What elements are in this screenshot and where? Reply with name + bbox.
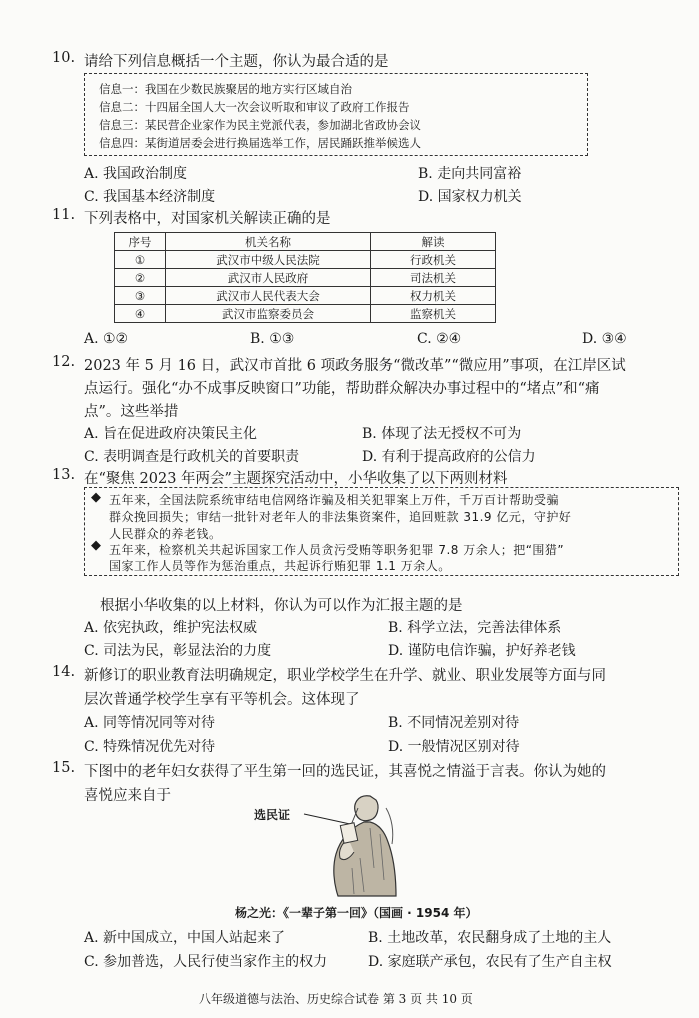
table-cell: 武汉市中级人民法院 — [166, 251, 371, 269]
q12-stem-line-2: 点运行。强化“办不成事反映窗口”功能，帮助群众解决办事过程中的“堵点”和“痛 — [84, 381, 600, 397]
q14-option-a: A. 同等情况同等对待 — [84, 715, 216, 731]
q11-option-c: C. ②④ — [417, 331, 462, 347]
table-cell: ③ — [115, 287, 166, 305]
q11-option-b: B. ①③ — [250, 331, 295, 347]
table-header-cell: 解读 — [371, 233, 496, 251]
q10-number: 10. — [52, 50, 76, 66]
table-cell: ② — [115, 269, 166, 287]
figure-caption: 杨之光：《一辈子第一回》（国画 · 1954 年） — [235, 906, 478, 920]
q14-stem-line-1: 新修订的职业教育法明确规定，职业学校学生在升学、就业、职业发展等方面与同 — [84, 668, 606, 684]
table-header-row — [115, 233, 496, 251]
q10-info-4: 信息四：某街道居委会进行换届选举工作，居民踊跃推举候选人 — [99, 136, 421, 150]
table-cell: 监察机关 — [371, 305, 496, 323]
diamond-bullet-icon: ◆ — [91, 538, 101, 553]
q15-option-d: D. 家庭联产承包，农民有了生产自主权 — [368, 954, 612, 970]
table-row — [115, 269, 496, 287]
q10-option-c: C. 我国基本经济制度 — [84, 189, 216, 205]
q15-option-a: A. 新中国成立，中国人站起来了 — [84, 930, 286, 946]
q15-number: 15. — [52, 760, 76, 776]
q13-material2-line-2: 国家工作人员等作为惩治重点，共起诉行贿犯罪 1.1 万余人。 — [109, 559, 451, 573]
q13-option-d: D. 谨防电信诈骗，护好养老钱 — [388, 643, 576, 659]
q11-table — [114, 232, 496, 323]
table-cell: 武汉市人民政府 — [166, 269, 371, 287]
q10-option-b: B. 走向共同富裕 — [418, 166, 522, 182]
q13-option-a: A. 依宪执政，维护宪法权威 — [84, 620, 258, 636]
q11-option-d: D. ③④ — [582, 331, 627, 347]
table-cell: 武汉市人民代表大会 — [166, 287, 371, 305]
q13-material1-line-1: 五年来，全国法院系统审结电信网络诈骗及相关犯罪案上万件，千万百计帮助受骗 — [109, 493, 560, 507]
q14-option-b: B. 不同情况差别对待 — [388, 715, 520, 731]
q14-number: 14. — [52, 664, 76, 680]
q13-material1-line-3: 人民群众的养老钱。 — [109, 527, 222, 541]
diamond-bullet-icon: ◆ — [91, 490, 101, 505]
q14-option-d: D. 一般情况区别对待 — [388, 739, 520, 755]
q12-number: 12. — [52, 354, 76, 370]
table-row — [115, 251, 496, 269]
page-footer: 八年级道德与法治、历史综合试卷 第 3 页 共 10 页 — [199, 992, 473, 1006]
q10-info-2: 信息二：十四届全国人大一次会议听取和审议了政府工作报告 — [99, 100, 410, 114]
q13-option-c: C. 司法为民，彰显法治的力度 — [84, 643, 272, 659]
q11-number: 11. — [52, 207, 76, 223]
q10-info-1: 信息一：我国在少数民族聚居的地方实行区域自治 — [99, 82, 352, 96]
table-cell: 武汉市监察委员会 — [166, 305, 371, 323]
q11-option-a: A. ①② — [84, 331, 129, 347]
q14-option-c: C. 特殊情况优先对待 — [84, 739, 216, 755]
q13-stem: 在“聚焦 2023 年两会”主题探究活动中，小华收集了以下两则材料 — [84, 471, 508, 487]
q15-option-b: B. 土地改革，农民翻身成了土地的主人 — [368, 930, 612, 946]
table-header-cell: 机关名称 — [166, 233, 371, 251]
q13-follow: 根据小华收集的以上材料，你认为可以作为汇报主题的是 — [100, 598, 463, 614]
q10-info-3: 信息三：某民营企业家作为民主党派代表，参加湖北省政协会议 — [99, 118, 421, 132]
q15-stem-line-2: 喜悦应来自于 — [84, 788, 171, 804]
q14-stem-line-2: 层次普通学校学生享有平等机会。这体现了 — [84, 692, 360, 708]
q10-info-box — [84, 73, 588, 156]
table-cell: 司法机关 — [371, 269, 496, 287]
q13-number: 13. — [52, 467, 76, 483]
q13-material2-line-1: 五年来，检察机关共起诉国家工作人员贪污受贿等职务犯罪 7.8 万余人；把“围猎” — [109, 543, 565, 557]
q15-stem-line-1: 下图中的老年妇女获得了平生第一回的选民证，其喜悦之情溢于言表。你认为她的 — [84, 764, 606, 780]
q10-option-d: D. 国家权力机关 — [418, 189, 522, 205]
q12-option-d: D. 有利于提高政府的公信力 — [362, 449, 536, 465]
table-cell: 行政机关 — [371, 251, 496, 269]
q12-stem-line-1: 2023 年 5 月 16 日，武汉市首批 6 项政务服务“微改革”“微应用”事项，在江岸区试 — [84, 358, 626, 374]
q11-stem: 下列表格中，对国家机关解读正确的是 — [84, 211, 331, 227]
q13-option-b: B. 科学立法，完善法律体系 — [388, 620, 562, 636]
q10-stem: 请给下列信息概括一个主题，你认为最合适的是 — [84, 54, 389, 70]
figure-label: 选民证 — [254, 808, 291, 822]
table-row — [115, 305, 496, 323]
q12-option-a: A. 旨在促进政府决策民主化 — [84, 426, 258, 442]
painting-figure — [300, 788, 410, 900]
q12-option-b: B. 体现了法无授权不可为 — [362, 426, 522, 442]
q13-material-box — [84, 487, 679, 576]
q15-option-c: C. 参加普选，人民行使当家作主的权力 — [84, 954, 328, 970]
table-cell: ① — [115, 251, 166, 269]
table-cell: 权力机关 — [371, 287, 496, 305]
q10-option-a: A. 我国政治制度 — [84, 166, 188, 182]
table-cell: ④ — [115, 305, 166, 323]
q12-option-c: C. 表明调查是行政机关的首要职责 — [84, 449, 300, 465]
table-row — [115, 287, 496, 305]
table-header-cell: 序号 — [115, 233, 166, 251]
q12-stem-line-3: 点”。这些举措 — [84, 404, 179, 420]
q13-material1-line-2: 群众挽回损失；审结一批针对老年人的非法集资案件，追回赃款 31.9 亿元，守护好 — [109, 510, 572, 524]
